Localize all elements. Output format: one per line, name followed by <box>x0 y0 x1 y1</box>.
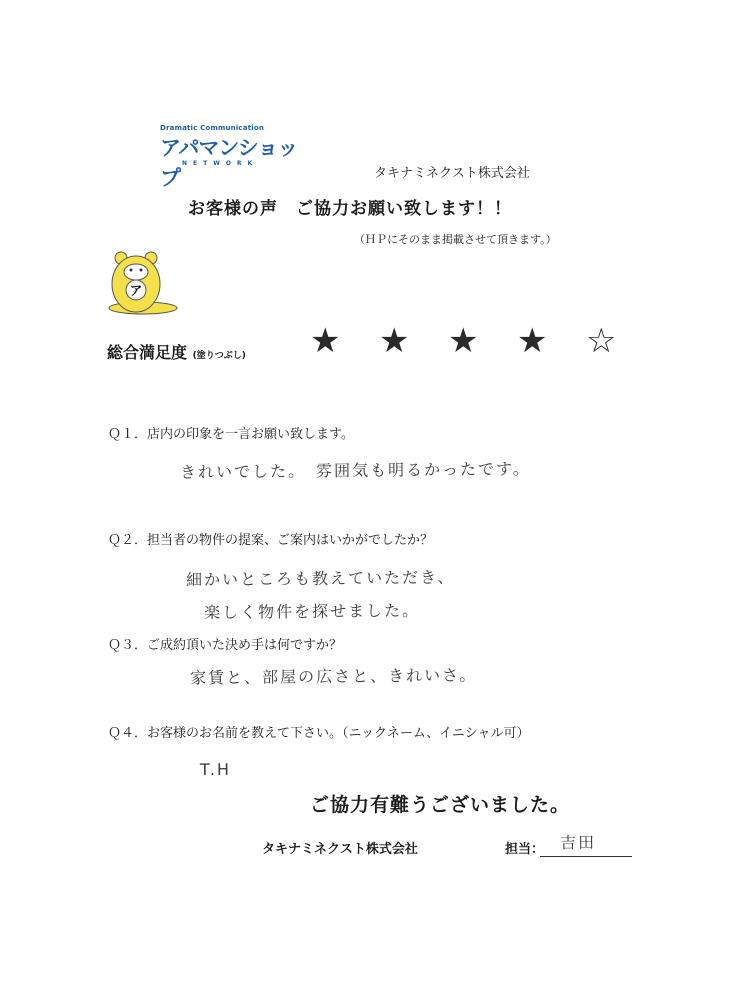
answer-4: T.H <box>199 759 232 780</box>
logo-tagline: Dramatic Communication <box>160 124 265 132</box>
answer-3: 家賃と、部屋の広さと、きれいさ。 <box>189 665 478 688</box>
form-title: お客様の声 ご協力お願い致します！！ <box>188 199 512 219</box>
star-filled-icon: ★ <box>379 321 410 361</box>
logo-network: NETWORK <box>182 160 259 167</box>
star-empty-icon: ☆ <box>586 321 617 361</box>
rating-label <box>107 340 246 363</box>
staff-name: 吉田 <box>559 832 597 853</box>
star-filled-icon: ★ <box>448 321 479 361</box>
company-logo <box>160 124 300 190</box>
form-subtitle: （ＨＰにそのまま掲載させて頂きます。） <box>354 233 557 246</box>
company-name-top: タキナミネクスト株式会社 <box>374 166 530 181</box>
question-4: Ｑ４．お客様のお名前を教えて下さい。（ニックネーム、イニシャル可） <box>108 726 530 741</box>
company-name-bottom: タキナミネクスト株式会社 <box>262 842 418 857</box>
question-1: Ｑ１．店内の印象を一言お願い致します。 <box>108 427 354 442</box>
star-filled-icon: ★ <box>310 321 341 361</box>
rating-label-text: 総合満足度 <box>107 343 188 362</box>
staff-signature-line <box>540 856 632 857</box>
thanks-message: ご協力有難うございました。 <box>310 794 571 816</box>
rating-sub-label: (塗りつぶし) <box>192 351 246 361</box>
logo-name: アパマンショップ <box>160 136 298 190</box>
answer-1: きれいでした。 雰囲気も明るかったです。 <box>179 459 531 482</box>
question-3: Ｑ３．ご成約頂いた決め手は何ですか？ <box>108 638 343 653</box>
question-2: Ｑ２．担当者の物件の提案、ご案内はいかがでしたか？ <box>108 533 434 548</box>
answer-2-line-1: 細かいところも教えていただき、 <box>185 567 456 590</box>
star-filled-icon: ★ <box>517 321 548 361</box>
answer-2-line-2: 楽しく物件を探せました。 <box>203 600 421 623</box>
mascot-icon <box>104 248 182 316</box>
mascot-letter: ア <box>129 284 143 299</box>
staff-label: 担当： <box>505 842 545 857</box>
